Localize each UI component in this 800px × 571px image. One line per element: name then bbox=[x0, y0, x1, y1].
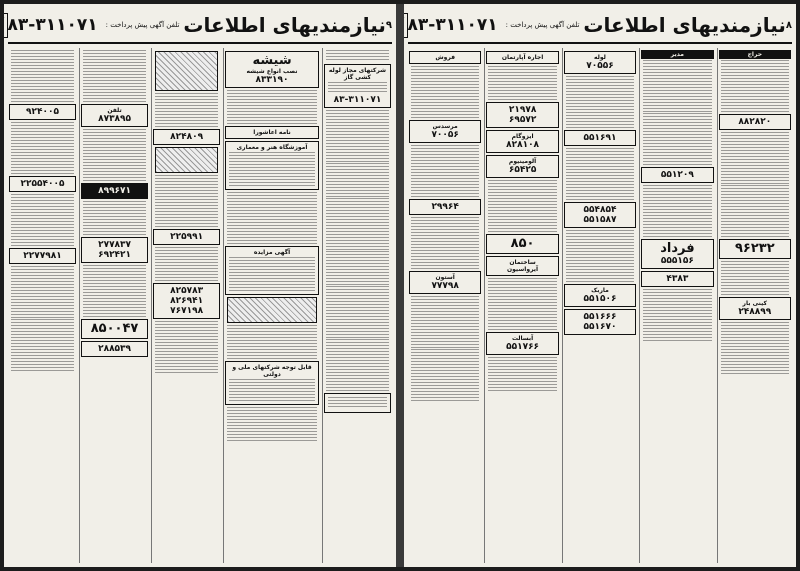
ad-column bbox=[322, 48, 392, 563]
glass-ad: شیشه نصب انواع شیشه ۸۳۳۱۹۰ bbox=[225, 51, 319, 88]
text-block bbox=[643, 289, 711, 341]
text-block bbox=[227, 90, 317, 124]
page-gutter bbox=[396, 4, 404, 567]
classified-ad bbox=[324, 393, 391, 413]
classified-ad: مرسدس ۷۰۰۵۶ bbox=[409, 120, 481, 143]
classified-ad: آبسالت ۵۵۱۷۶۶ bbox=[486, 332, 558, 355]
classified-ad: ایزوگام ۸۲۸۱۰۸ bbox=[486, 130, 558, 153]
ad-column bbox=[8, 48, 77, 563]
text-block bbox=[227, 192, 317, 244]
illustration bbox=[155, 147, 218, 173]
classified-ad: ماربک ۵۵۱۵۰۶ bbox=[564, 284, 636, 307]
text-block bbox=[155, 247, 218, 281]
classified-ad: ۵۵۱۶۹۱ bbox=[564, 130, 636, 146]
text-block bbox=[326, 198, 389, 250]
classified-ad: ۲۲۵۵۴۰۰۵ bbox=[9, 176, 76, 192]
text-block bbox=[11, 122, 74, 174]
text-block bbox=[326, 251, 389, 285]
classified-ad: شرکتهای مجاز لوله کشی گاز ۸۳-۳۱۱۰۷۱ bbox=[324, 64, 391, 108]
classified-ad: آلومینیوم ۶۵۴۲۵ bbox=[486, 155, 558, 178]
text-block bbox=[566, 76, 634, 128]
text-block bbox=[155, 93, 218, 127]
masthead-date bbox=[4, 13, 8, 38]
text-block bbox=[411, 349, 479, 401]
classified-ad: نامه اعاشورا bbox=[225, 126, 319, 139]
ad-columns bbox=[8, 48, 392, 563]
text-block bbox=[11, 266, 74, 318]
text-block bbox=[488, 66, 556, 100]
text-block bbox=[83, 129, 146, 181]
text-block bbox=[721, 261, 789, 295]
ad-columns bbox=[408, 48, 792, 563]
text-block bbox=[326, 163, 389, 197]
text-block bbox=[488, 357, 556, 391]
classified-ad: ۲۹۹۶۴ bbox=[409, 199, 481, 215]
classified-ad: ۵۵۴۸۵۴ ۵۵۱۵۸۷ bbox=[564, 202, 636, 228]
ad-column bbox=[79, 48, 149, 563]
text-block bbox=[155, 321, 218, 373]
classified-ad: ۸۵۰ bbox=[486, 234, 558, 254]
classified-ad: ۲۸۸۵۳۹ bbox=[81, 341, 148, 357]
classified-ad: لوله ۷۰۵۵۶ bbox=[564, 51, 636, 74]
classified-ad: ۸۲۵۷۸۳ ۸۲۶۹۴۱ ۷۶۷۱۹۸ bbox=[153, 283, 220, 319]
text-block bbox=[11, 319, 74, 371]
ad-column bbox=[639, 48, 714, 563]
text-block bbox=[227, 407, 317, 441]
text-block bbox=[326, 110, 389, 162]
classified-ad: کینی بار ۲۴۸۸۹۹ bbox=[719, 297, 791, 320]
section-title: نیازمندیهای اطلاعات bbox=[183, 13, 386, 37]
classified-ad: ۲۱۹۷۸ ۶۹۵۷۲ bbox=[486, 102, 558, 128]
text-block bbox=[411, 66, 479, 118]
ad-column bbox=[223, 48, 320, 563]
text-block bbox=[11, 50, 74, 102]
ad-column bbox=[484, 48, 559, 563]
classified-ad: آستون ۷۷۷۹۸ bbox=[409, 271, 481, 294]
section-title: نیازمندیهای اطلاعات bbox=[583, 13, 786, 37]
page-number: ۸ bbox=[785, 19, 792, 31]
text-block bbox=[721, 60, 789, 112]
page-number: ۹ bbox=[385, 19, 392, 31]
auction-ad: آگهی مزایده bbox=[225, 246, 319, 295]
text-block bbox=[83, 50, 146, 102]
classified-ad: ۵۵۱۲۰۹ bbox=[641, 167, 713, 183]
notice-ad: قابل توجه شرکتهای ملی و دولتی bbox=[225, 361, 319, 405]
page-8 bbox=[404, 4, 796, 567]
classified-ad: ۴۳۸۳ bbox=[641, 271, 713, 287]
classified-ad: فروش bbox=[409, 51, 481, 64]
text-block bbox=[721, 322, 789, 374]
classified-ad: ۸۵۰۰۴۷ bbox=[81, 319, 148, 339]
text-block bbox=[326, 286, 389, 338]
masthead-date bbox=[404, 13, 408, 38]
text-block bbox=[643, 185, 711, 237]
text-block bbox=[411, 217, 479, 269]
illustration bbox=[155, 51, 218, 91]
classified-ad: اجاره آپارتمان bbox=[486, 51, 558, 64]
classified-ad: ۸۹۹۶۷۱ bbox=[81, 183, 148, 199]
text-block bbox=[411, 145, 479, 197]
text-block bbox=[643, 60, 711, 112]
text-block bbox=[643, 113, 711, 165]
page-9 bbox=[4, 4, 396, 567]
text-block bbox=[11, 194, 74, 246]
classified-ad: ۵۵۱۶۶۶ ۵۵۱۶۷۰ bbox=[564, 309, 636, 335]
text-block bbox=[83, 201, 146, 235]
classified-ad: ۹۲۴۰۰۵ bbox=[9, 104, 76, 120]
masthead-phone: ۸۳-۳۱۱۰۷۱ bbox=[7, 15, 98, 35]
text-block bbox=[721, 185, 789, 237]
category-header: حراج bbox=[719, 50, 791, 59]
text-block bbox=[566, 230, 634, 282]
illustration bbox=[227, 297, 317, 323]
classified-ad: ۹۶۲۳۲ bbox=[719, 239, 791, 259]
ad-column bbox=[717, 48, 792, 563]
text-block bbox=[488, 180, 556, 232]
ad-column bbox=[562, 48, 637, 563]
ad-column bbox=[151, 48, 221, 563]
masthead-page-9 bbox=[8, 8, 392, 44]
classified-ad: تلفن ۸۷۳۸۹۵ bbox=[81, 104, 148, 127]
text-block bbox=[411, 296, 479, 348]
masthead-phone: ۸۳-۳۱۱۰۷۱ bbox=[407, 15, 498, 35]
text-block bbox=[326, 50, 389, 62]
text-block bbox=[326, 339, 389, 391]
text-block bbox=[488, 278, 556, 330]
text-block bbox=[566, 148, 634, 200]
text-block bbox=[227, 325, 317, 359]
classified-ad: ۲۲۷۷۹۸۱ bbox=[9, 248, 76, 264]
classified-ad: ۲۷۷۸۳۷ ۶۹۲۴۲۱ bbox=[81, 237, 148, 263]
classified-ad: ۸۸۲۸۲۰ bbox=[719, 114, 791, 130]
newspaper-spread bbox=[4, 4, 796, 567]
classified-ad: فرداد ۵۵۵۱۵۶ bbox=[641, 239, 713, 269]
text-block bbox=[155, 175, 218, 227]
classified-ad: ۲۲۵۹۹۱ bbox=[153, 229, 220, 245]
text-block bbox=[83, 265, 146, 317]
masthead-page-8 bbox=[408, 8, 792, 44]
section-subtitle: تلفن آگهی پیش پرداخت : bbox=[505, 21, 580, 29]
school-ad: آموزشگاه هنر و معماری bbox=[225, 141, 319, 190]
section-subtitle: تلفن آگهی پیش پرداخت : bbox=[105, 21, 180, 29]
ad-column bbox=[408, 48, 482, 563]
text-block bbox=[721, 132, 789, 184]
classified-ad: ساختمان آیرواسیون bbox=[486, 256, 558, 276]
classified-ad: ۸۲۴۸۰۹ bbox=[153, 129, 220, 145]
category-header: مدیر bbox=[641, 50, 713, 59]
